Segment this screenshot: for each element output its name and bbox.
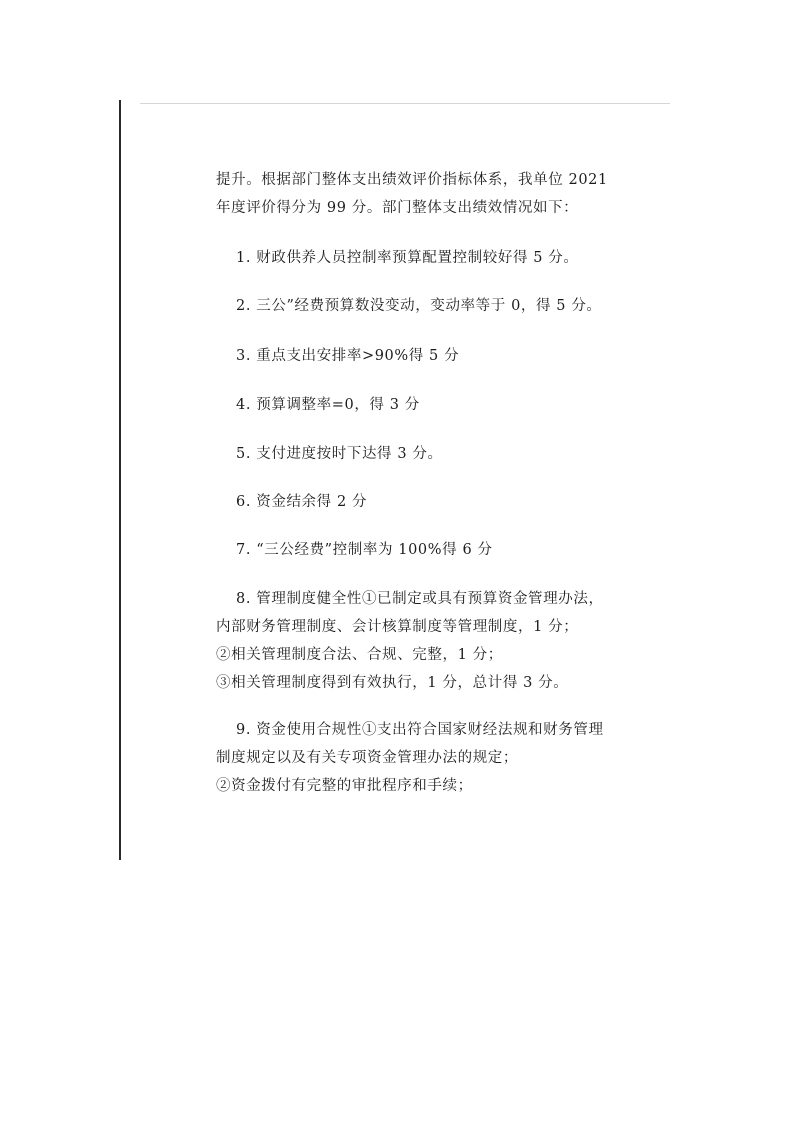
list-item-9-continuation-2: ②资金拨付有完整的审批程序和手续；: [216, 778, 473, 794]
list-item-8: 8. 管理制度健全性①已制定或具有预算资金管理办法，: [236, 591, 604, 607]
list-item-6: 6. 资金结余得 2 分: [236, 494, 368, 510]
list-item-5: 5. 支付进度按时下达得 3 分。: [236, 446, 443, 462]
list-item-4: 4. 预算调整率=0，得 3 分: [236, 397, 420, 413]
list-item-7: 7. “三公经费”控制率为 100%得 6 分: [236, 542, 493, 558]
paragraph-line-2: 年度评价得分为 99 分。部门整体支出绩效情况如下：: [216, 200, 579, 216]
list-item-1: 1. 财政供养人员控制率预算配置控制较好得 5 分。: [236, 250, 579, 266]
list-item-8-continuation-2: ②相关管理制度合法、合规、完整，1 分；: [216, 647, 503, 663]
list-item-3: 3. 重点支出安排率>90%得 5 分: [236, 348, 460, 364]
list-item-9-continuation-1: 制度规定以及有关专项资金管理办法的规定；: [216, 750, 518, 766]
list-item-8-continuation-1: 内部财务管理制度、会计核算制度等管理制度，1 分；: [216, 619, 579, 635]
list-item-8-continuation-3: ③相关管理制度得到有效执行，1 分，总计得 3 分。: [216, 675, 569, 691]
list-item-9: 9. 资金使用合规性①支出符合国家财经法规和财务管理: [236, 722, 604, 738]
list-item-2: 2. 三公”经费预算数没变动，变动率等于 0，得 5 分。: [236, 298, 602, 314]
paragraph-line-1: 提升。根据部门整体支出绩效评价指标体系，我单位 2021: [216, 172, 608, 188]
